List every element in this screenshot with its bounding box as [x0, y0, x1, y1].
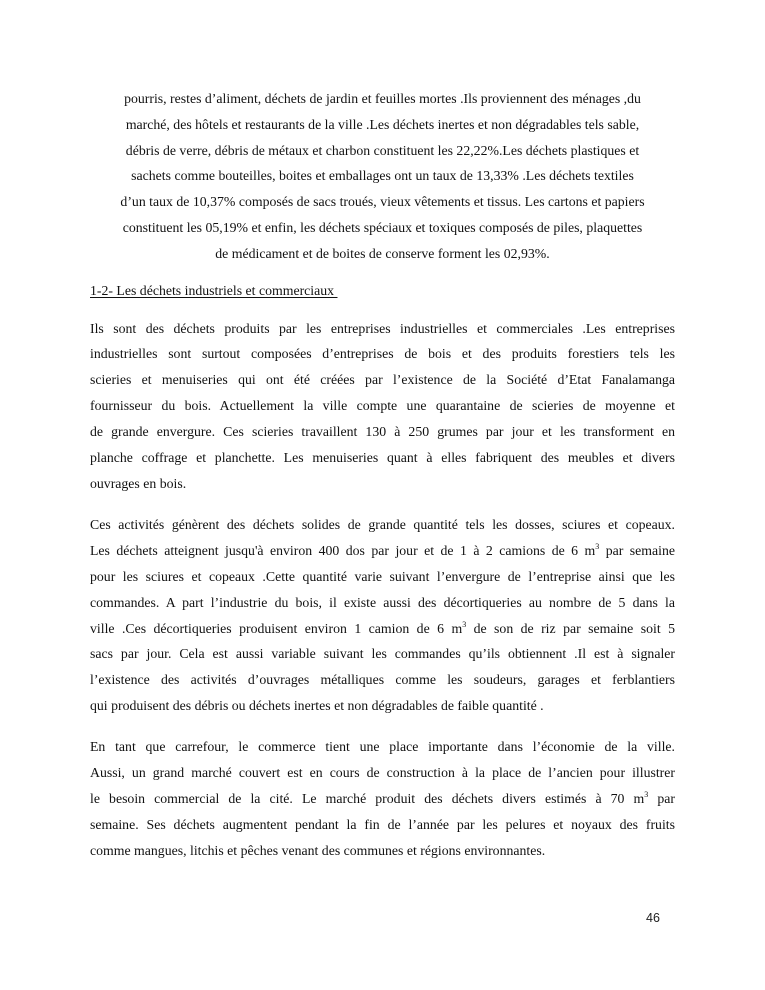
text-line: scieries et menuiseries qui ont été créées par l’existence de la Société d’Etat Fanalamanga — [90, 372, 675, 388]
text-line: pour les sciures et copeaux .Cette quantité varie suivant l’envergure de l’entreprise ainsi que les — [90, 568, 675, 584]
document-page — [90, 86, 675, 864]
text-line: semaine. Ses déchets augmentent pendant la fin de l’année par les pelures et noyaux des fruits — [90, 816, 675, 832]
text-line: Ils sont des déchets produits par les entreprises industrielles et commerciales .Les entreprises — [90, 320, 675, 336]
text-segment: Les déchets atteignent jusqu'à environ 400 dos par jour et de 1 à 2 camions de 6 m — [90, 542, 596, 558]
text-line: de médicament et de boites de conserve forment les 02,93%. — [215, 245, 550, 261]
text-line: débris de verre, débris de métaux et charbon constituent les 22,22%.Les déchets plastiques et — [125, 142, 640, 158]
text-line: sachets comme bouteilles, boites et emballages ont un taux de 13,33% .Les déchets textiles — [131, 168, 634, 184]
text-line — [90, 538, 675, 564]
text-line: pourris, restes d’aliment, déchets de jardin et feuilles mortes .Ils proviennent des ménages ,du — [124, 91, 641, 106]
intro-text-block — [90, 86, 675, 267]
page-number: 46 — [646, 911, 660, 925]
text-line: industrielles sont surtout composées d’entreprises de bois et des produits forestiers tels les — [90, 346, 675, 362]
text-line: planche coffrage et planchette. Les menuiseries quant à elles fabriquent des meubles et divers — [90, 450, 675, 466]
paragraph-activities — [90, 512, 675, 719]
text-line: de grande envergure. Ces scieries travaillent 130 à 250 grumes par jour et les transforment en — [90, 424, 675, 440]
text-line — [90, 786, 675, 812]
text-line: marché, des hôtels et restaurants de la ville .Les déchets inertes et non dégradables tels sable, — [125, 116, 640, 132]
paragraph-commerce — [90, 734, 675, 864]
text-line — [90, 616, 675, 642]
text-line: commandes. A part l’industrie du bois, il existe aussi des décortiqueries au nombre de 5 dans la — [90, 594, 675, 610]
text-segment: par semaine — [599, 542, 676, 558]
text-line: constituent les 05,19% et enfin, les déchets spéciaux et toxiques composés de piles, plaquettes — [122, 219, 643, 235]
text-segment: de son de riz par semaine soit 5 — [466, 620, 675, 636]
text-segment: ville .Ces décortiqueries produisent environ 1 camion de 6 m — [90, 620, 463, 636]
text-line: fournisseur du bois. Actuellement la ville compte une quarantaine de scieries de moyenne et — [90, 398, 675, 414]
section-heading: 1-2- Les déchets industriels et commerciaux — [90, 282, 338, 298]
text-line: ouvrages en bois. — [90, 476, 187, 492]
text-line: sacs par jour. Cela est aussi variable suivant les commandes qu’ils obtiennent .Il est à signaler — [90, 646, 675, 662]
text-line: En tant que carrefour, le commerce tient une place importante dans l’économie de la ville. — [90, 739, 675, 755]
paragraph-industrial — [90, 316, 675, 497]
superscript: 3 — [462, 619, 467, 629]
text-line: Ces activités génèrent des déchets solides de grande quantité tels les dosses, sciures et copeaux. — [90, 516, 675, 532]
text-line: comme mangues, litchis et pêches venant des communes et régions environnantes. — [90, 842, 546, 858]
text-line: Aussi, un grand marché couvert est en cours de construction à la place de l’ancien pour illustrer — [90, 765, 675, 781]
text-line: d’un taux de 10,37% composés de sacs troués, vieux vêtements et tissus. Les cartons et papiers — [120, 194, 645, 210]
text-line: l’existence des activités d’ouvrages métalliques comme les soudeurs, garages et ferblantiers — [90, 672, 675, 688]
superscript: 3 — [595, 541, 600, 551]
text-line: qui produisent des débris ou déchets inertes et non dégradables de faible quantité . — [90, 698, 544, 714]
text-segment: par — [648, 790, 675, 806]
text-segment: le besoin commercial de la cité. Le marché produit des déchets divers estimés à 70 m — [90, 790, 645, 806]
superscript: 3 — [644, 789, 649, 799]
